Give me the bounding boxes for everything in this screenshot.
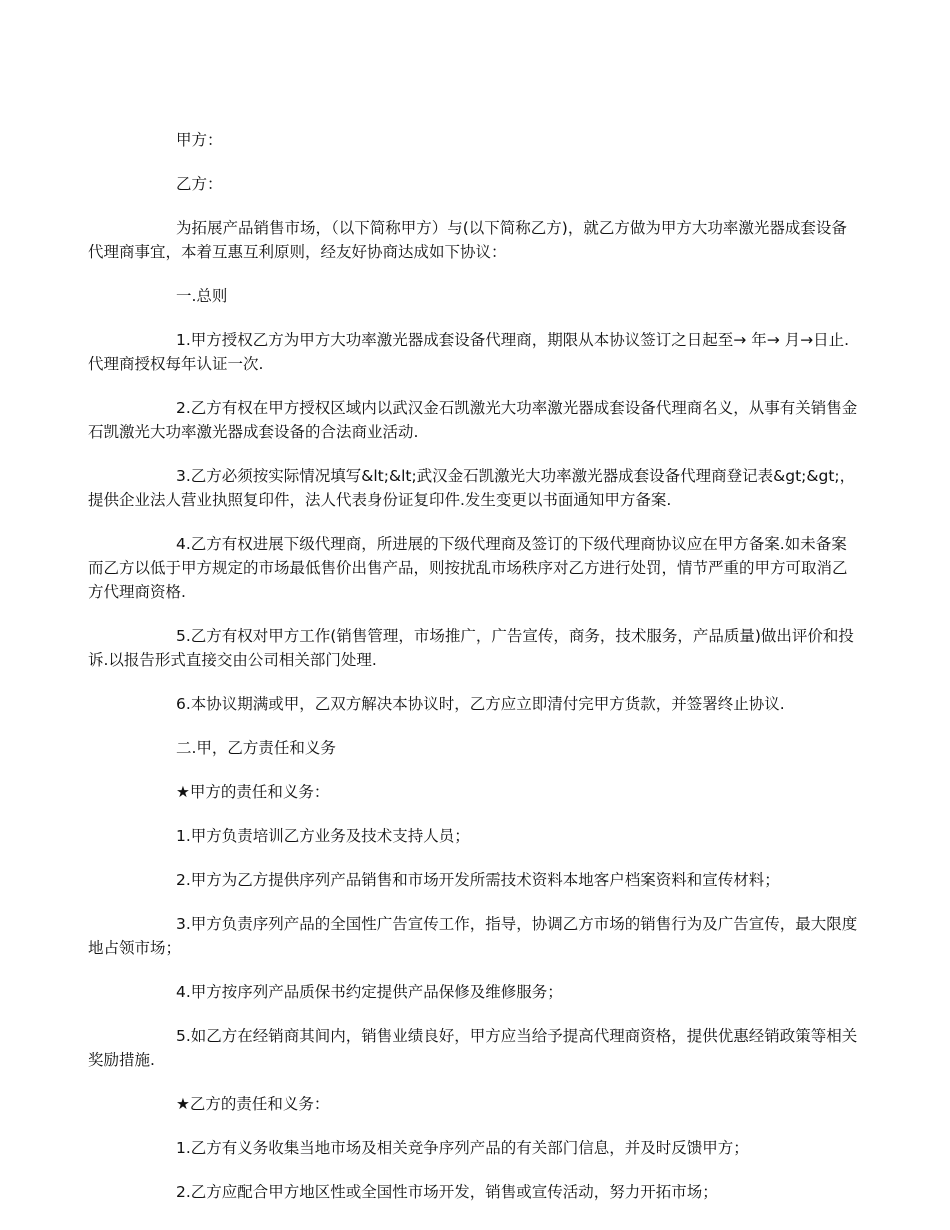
party-b-duty-2: 2.乙方应配合甲方地区性或全国性市场开发，销售或宣传活动，努力开拓市场； (176, 1183, 718, 1201)
preamble-paragraph: 为拓展产品销售市场，（以下简称甲方）与(以下简称乙方)，就乙方做为甲方大功率激光器成套设备代理商事宜，本着互惠互利原则，经友好协商达成如下协议： (88, 219, 847, 261)
party-a-duty-4: 4.甲方按序列产品质保书约定提供产品保修及维修服务； (176, 983, 563, 1001)
party-b-label: 乙方： (176, 175, 223, 193)
party-a-duty-5: 5.如乙方在经销商其间内，销售业绩良好，甲方应当给予提高代理商资格，提供优惠经销政策等相关奖励措施. (88, 1027, 858, 1069)
section-heading-responsibilities: 二.甲，乙方责任和义务 (176, 739, 336, 757)
clause-1-4: 4.乙方有权进展下级代理商，所进展的下级代理商及签订的下级代理商协议应在甲方备案.如未备案而乙方以低于甲方规定的市场最低售价出售产品，则按扰乱市场秩序对乙方进行处罚，情节严重的甲方可取消乙方代理商资格. (88, 535, 848, 601)
clause-1-3: 3.乙方必须按实际情况填写&lt;&lt;武汉金石凯激光大功率激光器成套设备代理商登记表&gt;&gt;，提供企业法人营业执照复印件，法人代表身份证复印件.发生变更以书面通知甲方备案. (88, 467, 856, 509)
party-a-duty-3: 3.甲方负责序列产品的全国性广告宣传工作，指导，协调乙方市场的销售行为及广告宣传，最大限度地占领市场； (88, 915, 858, 957)
clause-1-2: 2.乙方有权在甲方授权区域内以武汉金石凯激光大功率激光器成套设备代理商名义，从事有关销售金石凯激光大功率激光器成套设备的合法商业活动. (88, 399, 858, 441)
section-heading-general: 一.总则 (176, 287, 228, 305)
party-a-duty-2: 2.甲方为乙方提供序列产品销售和市场开发所需技术资料本地客户档案资料和宣传材料； (176, 871, 780, 889)
clause-1-1: 1.甲方授权乙方为甲方大功率激光器成套设备代理商，期限从本协议签订之日起至→ 年→ 月→日止. 代理商授权每年认证一次. (88, 331, 850, 373)
subheading-party-b-duties: ★乙方的责任和义务： (176, 1095, 330, 1113)
party-a-duty-1: 1.甲方负责培训乙方业务及技术支持人员； (176, 827, 470, 845)
party-b-duty-1: 1.乙方有义务收集当地市场及相关竞争序列产品的有关部门信息，并及时反馈甲方； (176, 1139, 749, 1157)
clause-1-6: 6.本协议期满或甲，乙双方解决本协议时，乙方应立即清付完甲方货款，并签署终止协议. (176, 695, 785, 713)
clause-1-5: 5.乙方有权对甲方工作(销售管理，市场推广，广告宣传，商务，技术服务，产品质量)做出评价和投诉.以报告形式直接交由公司相关部门处理. (88, 627, 854, 669)
party-a-label: 甲方： (176, 131, 223, 149)
subheading-party-a-duties: ★甲方的责任和义务： (176, 783, 330, 801)
